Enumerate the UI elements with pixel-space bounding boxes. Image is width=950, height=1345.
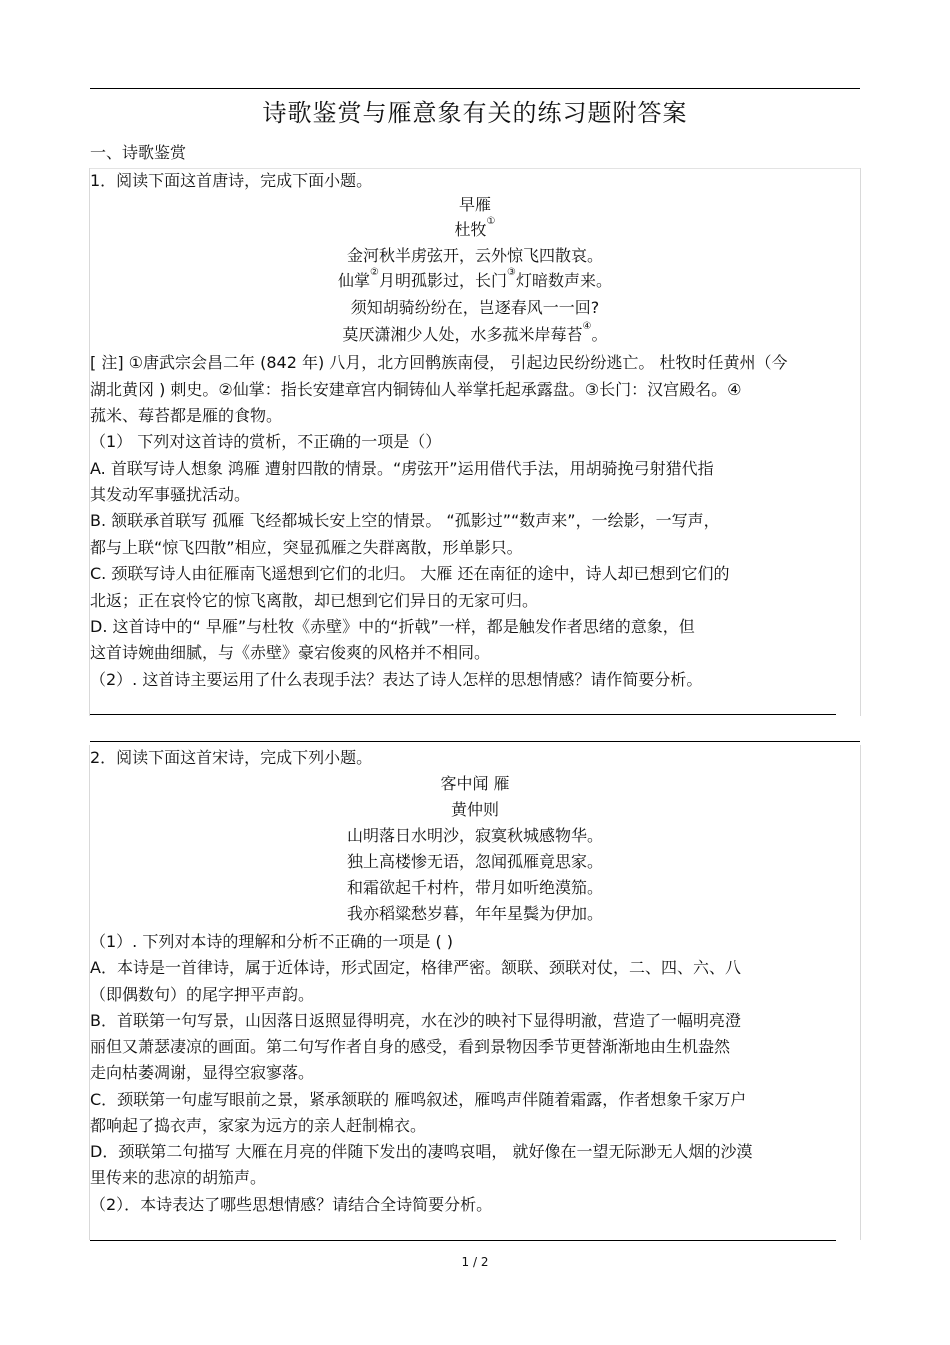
q1-option-a-2: 其发动军事骚扰活动。	[90, 485, 251, 504]
q1-option-a-1: A. 首联写诗人想象 鸿雁 遭射四散的情景。“虏弦开”运用借代手法，用胡骑挽弓射猎代指	[90, 459, 714, 478]
q1-line4-a: 莫厌潇湘少人处，水多菰米岸莓苔	[342, 325, 583, 344]
box-right-border	[860, 168, 861, 716]
q2-option-b-3: 走向枯萎凋谢，显得空寂寥落。	[90, 1063, 315, 1082]
q1-poem-line-2	[90, 267, 860, 291]
q1-line4-note: ④	[582, 321, 592, 332]
q1-line4-b: 。	[591, 325, 608, 344]
q1-option-d-1: D. 这首诗中的“ 早雁”与杜牧《赤壁》中的“折戟”一样，都是触发作者思绪的意象，但	[90, 617, 695, 636]
q2-prompt: 2．阅读下面这首宋诗，完成下列小题。	[90, 748, 373, 767]
q1-poem-title: 早雁	[458, 195, 491, 214]
q2-subquestion-2: （2）．本诗表达了哪些思想情感？请结合全诗简要分析。	[90, 1195, 493, 1214]
q1-poet	[90, 216, 860, 240]
q1-line2-note-b: ③	[507, 267, 516, 278]
q2-poem-title: 客中闻 雁	[440, 774, 510, 793]
q2-subquestion-1: （1）. 下列对本诗的理解和分析不正确的一项是 ( )	[90, 932, 454, 951]
q1-option-b-1: B. 颔联承首联写 孤雁 飞经都城长安上空的情景。 “孤影过”“数声来”，一绘影，一写声，	[90, 511, 720, 530]
section-heading: 一、诗歌鉴赏	[90, 143, 187, 162]
q2-poem-line-3: 和霜欲起千村杵，带月如听绝漠笳。	[346, 878, 603, 897]
q1-note-line-2: 湖北黄冈 ) 刺史。②仙掌：指长安建章宫内铜铸仙人举掌托起承露盘。③长门：汉宫殿名。④	[90, 380, 742, 399]
page-title: 诗歌鉴赏与雁意象有关的练习题附答案	[262, 99, 688, 127]
q1-line2-a: 仙掌	[338, 271, 371, 290]
q1-subquestion-1: （1） 下列对这首诗的赏析，不正确的一项是（）	[90, 432, 442, 451]
q1-line2-c: 灯暗数声来。	[515, 271, 612, 290]
q2-poet: 黄仲则	[450, 800, 499, 819]
q1-poem-line-4	[90, 321, 860, 345]
q2-option-b-2: 丽但又萧瑟凄凉的画面。第二句写作者自身的感受，看到景物因季节更替渐渐地由生机盎然	[90, 1037, 731, 1056]
q1-option-b-2: 都与上联“惊飞四散”相应，突显孤雁之失群离散，形单影只。	[90, 538, 523, 557]
q1-poem-line-1: 金河秋半虏弦开，云外惊飞四散哀。	[346, 246, 603, 265]
q1-line2-b: 月明孤影过，长门	[378, 271, 507, 290]
q2-option-a-1: A．本诗是一首律诗，属于近体诗，形式固定，格律严密。颔联、颈联对仗，二、四、六、八	[90, 958, 741, 977]
q2-option-d-1: D．颈联第二句描写 大雁在月亮的伴随下发出的凄鸣哀唱， 就好像在一望无际渺无人烟的沙漠	[90, 1142, 753, 1161]
q1-poem-line-3: 须知胡骑纷纷在，岂逐春风一一回?	[350, 298, 600, 317]
q2-option-d-2: 里传来的悲凉的胡笳声。	[90, 1168, 267, 1187]
q2-option-c-2: 都响起了捣衣声，家家为远方的亲人赶制棉衣。	[90, 1116, 427, 1135]
q2-option-c-1: C．颈联第一句虚写眼前之景，紧承颔联的 雁鸣叙述，雁鸣声伴随着霜露，作者想象千家万户	[90, 1090, 747, 1109]
box2-right-border	[860, 745, 861, 1240]
top-rule	[90, 88, 860, 89]
q1-line2-note-a: ②	[370, 267, 379, 278]
q1-option-c-2: 北返；正在哀怜它的惊飞离散，却已想到它们异日的无家可归。	[90, 591, 539, 610]
q1-note-line-3: 菰米、莓苔都是雁的食物。	[90, 406, 283, 425]
q2-poem-line-1: 山明落日水明沙，寂寞秋城感物华。	[346, 826, 603, 845]
q1-subquestion-2: （2）. 这首诗主要运用了什么表现手法？表达了诗人怎样的思想情感？请作简要分析。	[90, 670, 703, 689]
q1-option-c-1: C. 颈联写诗人由征雁南飞遥想到它们的北归。 大雁 还在南征的途中，诗人却已想到它们的	[90, 564, 730, 583]
q2-poem-line-2: 独上高楼惨无语，忽闻孤雁竟思家。	[346, 852, 603, 871]
q1-poet-name: 杜牧	[454, 220, 487, 239]
q1-prompt: 1．阅读下面这首唐诗，完成下面小题。	[90, 171, 373, 190]
divider-rule	[90, 741, 860, 742]
q1-box-top	[90, 168, 860, 169]
q2-option-b-1: B．首联第一句写景，山因落日返照显得明亮，水在沙的映衬下显得明澈，营造了一幅明亮澄	[90, 1011, 741, 1030]
answer-line-1	[90, 714, 836, 715]
q1-poet-note: ①	[486, 216, 496, 227]
q1-option-d-2: 这首诗婉曲细腻，与《赤壁》豪宕俊爽的风格并不相同。	[90, 643, 491, 662]
page-number: 1 / 2	[461, 1255, 489, 1269]
q2-option-a-2: （即偶数句）的尾字押平声韵。	[90, 985, 315, 1004]
q1-note-line-1: [ 注] ①唐武宗会昌二年 (842 年) 八月，北方回鹘族南侵， 引起边民纷纷逃亡。 杜牧时任黄州（今	[90, 353, 788, 372]
answer-line-2	[90, 1240, 836, 1241]
q2-poem-line-4: 我亦稻粱愁岁暮，年年星鬓为伊加。	[346, 904, 603, 923]
